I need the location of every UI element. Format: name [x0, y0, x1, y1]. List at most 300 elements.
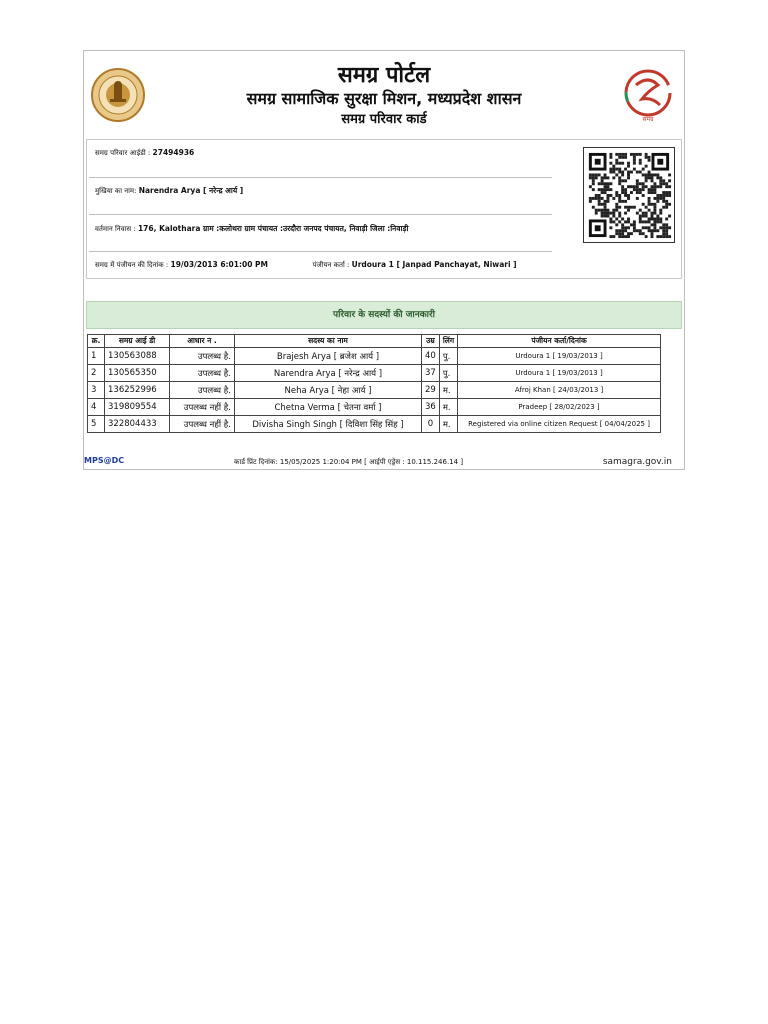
qr-module	[662, 229, 665, 232]
qr-module	[659, 212, 662, 215]
reg-date-value: 19/03/2013 6:01:00 PM	[170, 260, 268, 269]
qr-module	[639, 171, 642, 174]
qr-module	[612, 212, 615, 215]
qr-module	[609, 156, 612, 159]
qr-module	[607, 185, 610, 188]
age-cell: 36	[422, 399, 440, 416]
serial-cell: 5	[88, 416, 105, 433]
samagra-id-cell: 319809554	[105, 399, 170, 416]
qr-module	[624, 235, 627, 238]
qr-module	[618, 156, 621, 159]
qr-module	[604, 185, 607, 188]
qr-module	[656, 185, 659, 188]
samagra-id-cell: 130565350	[105, 365, 170, 382]
qr-module	[618, 212, 621, 215]
qr-module	[627, 218, 630, 221]
qr-module	[601, 182, 604, 185]
qr-module	[589, 176, 592, 179]
gender-cell: पु.	[439, 365, 457, 382]
qr-module	[651, 176, 654, 179]
qr-module	[656, 220, 659, 223]
qr-module	[645, 215, 648, 218]
qr-module	[601, 203, 604, 206]
qr-module	[662, 232, 665, 235]
qr-module	[598, 200, 601, 203]
qr-module	[604, 203, 607, 206]
qr-module	[630, 171, 633, 174]
qr-module	[630, 232, 633, 235]
qr-module	[642, 215, 645, 218]
qr-module	[633, 206, 636, 209]
qr-module	[618, 220, 621, 223]
qr-module	[648, 171, 651, 174]
qr-module	[618, 171, 621, 174]
qr-module	[656, 218, 659, 221]
age-cell: 29	[422, 382, 440, 399]
qr-module	[592, 206, 595, 209]
qr-module	[618, 232, 621, 235]
qr-module	[645, 176, 648, 179]
qr-module	[662, 179, 665, 182]
qr-module	[648, 203, 651, 206]
qr-module	[609, 220, 612, 223]
qr-module	[642, 182, 645, 185]
qr-module	[636, 185, 639, 188]
qr-module	[624, 191, 627, 194]
gender-cell: म.	[439, 416, 457, 433]
qr-module	[601, 176, 604, 179]
col-serial: क्र.	[88, 335, 105, 348]
qr-module	[645, 156, 648, 159]
qr-module	[653, 185, 656, 188]
qr-module	[627, 209, 630, 212]
qr-module	[648, 156, 651, 159]
table-row	[88, 416, 661, 433]
qr-module	[618, 215, 621, 218]
table-row	[88, 348, 661, 365]
qr-module	[633, 229, 636, 232]
aadhaar-cell: उपलब्ध है.	[170, 382, 235, 399]
qr-module	[648, 191, 651, 194]
qr-module	[589, 197, 592, 200]
qr-module	[621, 179, 624, 182]
qr-module	[653, 212, 656, 215]
qr-module	[639, 191, 642, 194]
age-cell: 0	[422, 416, 440, 433]
qr-module	[627, 173, 630, 176]
qr-module	[645, 212, 648, 215]
site-link[interactable]: samagra.gov.in	[602, 457, 672, 467]
qr-module	[624, 153, 627, 156]
qr-module	[653, 191, 656, 194]
qr-module	[636, 188, 639, 191]
qr-module	[653, 226, 656, 229]
qr-module	[636, 182, 639, 185]
col-samagra-id: समग्र आई डी	[105, 335, 170, 348]
qr-module	[598, 173, 601, 176]
qr-module	[645, 226, 648, 229]
qr-module	[642, 188, 645, 191]
qr-module	[612, 215, 615, 218]
qr-module	[651, 218, 654, 221]
qr-module	[621, 200, 624, 203]
qr-module	[624, 156, 627, 159]
qr-module	[668, 173, 671, 176]
qr-module	[653, 209, 656, 212]
qr-module	[642, 185, 645, 188]
qr-module	[636, 197, 639, 200]
qr-module	[653, 188, 656, 191]
qr-module	[607, 197, 610, 200]
registration-cell: Urdoura 1 [ 19/03/2013 ]	[458, 348, 661, 365]
qr-module	[618, 162, 621, 165]
members-header-row	[88, 335, 661, 348]
qr-module	[598, 194, 601, 197]
col-registration: पंजीयन कर्ता/दिनांक	[458, 335, 661, 348]
address-row	[95, 224, 408, 234]
qr-module	[653, 197, 656, 200]
qr-module	[607, 200, 610, 203]
info-divider	[89, 251, 552, 252]
qr-module	[609, 188, 612, 191]
qr-module	[639, 159, 642, 162]
qr-module	[618, 200, 621, 203]
qr-module	[653, 203, 656, 206]
qr-module	[601, 179, 604, 182]
qr-module	[601, 212, 604, 215]
qr-module	[615, 194, 618, 197]
qr-module	[642, 226, 645, 229]
qr-module	[624, 206, 627, 209]
qr-module	[624, 194, 627, 197]
qr-module	[642, 194, 645, 197]
qr-module	[604, 212, 607, 215]
qr-module	[659, 182, 662, 185]
aadhaar-cell: उपलब्ध है.	[170, 348, 235, 365]
qr-module	[645, 235, 648, 238]
gender-cell: म.	[439, 399, 457, 416]
qr-module	[633, 159, 636, 162]
qr-module	[651, 215, 654, 218]
qr-module	[607, 176, 610, 179]
print-info: कार्ड प्रिंट दिनांक: 15/05/2025 1:20:04 PM [ आईपी एड्रेस : 10.115.246.14 ]	[234, 458, 464, 466]
mpsedc-logo	[84, 456, 124, 465]
qr-module	[642, 203, 645, 206]
qr-module	[653, 182, 656, 185]
qr-module	[662, 235, 665, 238]
qr-module	[656, 200, 659, 203]
qr-module	[607, 182, 610, 185]
qr-module	[639, 215, 642, 218]
qr-module	[607, 212, 610, 215]
qr-module	[639, 229, 642, 232]
qr-module	[651, 179, 654, 182]
qr-module	[639, 153, 642, 156]
family-id-row	[95, 148, 194, 158]
qr-module	[601, 188, 604, 191]
qr-module	[615, 191, 618, 194]
table-row	[88, 382, 661, 399]
qr-module	[609, 194, 612, 197]
qr-module	[612, 220, 615, 223]
qr-module	[621, 153, 624, 156]
qr-module	[645, 173, 648, 176]
qr-module	[645, 179, 648, 182]
qr-module	[592, 179, 595, 182]
qr-module	[598, 197, 601, 200]
qr-module	[636, 212, 639, 215]
qr-module	[651, 235, 654, 238]
qr-module	[618, 229, 621, 232]
qr-module	[589, 200, 592, 203]
qr-module	[604, 176, 607, 179]
qr-module	[639, 188, 642, 191]
qr-module	[627, 235, 630, 238]
portal-title: समग्र पोर्टल	[337, 63, 431, 88]
qr-module	[627, 197, 630, 200]
registration-row	[95, 260, 517, 270]
qr-module	[598, 209, 601, 212]
mission-subtitle: समग्र सामाजिक सुरक्षा मिशन, मध्यप्रदेश शासन	[246, 89, 522, 108]
qr-module	[624, 200, 627, 203]
qr-module	[665, 191, 668, 194]
qr-module	[621, 226, 624, 229]
qr-module	[627, 165, 630, 168]
qr-module	[651, 229, 654, 232]
qr-module	[656, 194, 659, 197]
qr-module	[630, 191, 633, 194]
qr-module	[612, 176, 615, 179]
qr-module	[598, 182, 601, 185]
qr-module	[592, 176, 595, 179]
qr-module	[656, 215, 659, 218]
qr-module	[595, 212, 598, 215]
qr-module	[627, 220, 630, 223]
qr-module	[665, 203, 668, 206]
qr-module	[642, 173, 645, 176]
qr-module	[636, 229, 639, 232]
qr-module	[598, 203, 601, 206]
qr-module	[627, 185, 630, 188]
qr-module	[609, 168, 612, 171]
qr-module	[639, 218, 642, 221]
member-name-cell: Neha Arya [ नेहा आर्य ]	[235, 382, 422, 399]
member-name-cell: Chetna Verma [ चेतना वर्मा ]	[235, 399, 422, 416]
qr-module	[621, 232, 624, 235]
qr-module	[668, 179, 671, 182]
qr-module	[651, 223, 654, 226]
qr-module	[656, 176, 659, 179]
qr-module	[648, 200, 651, 203]
qr-module	[615, 209, 618, 212]
col-age: उम्र	[422, 335, 440, 348]
qr-module	[662, 223, 665, 226]
qr-module	[621, 173, 624, 176]
qr-module	[615, 162, 618, 165]
qr-module	[668, 203, 671, 206]
qr-module	[609, 212, 612, 215]
qr-module	[627, 206, 630, 209]
qr-module	[604, 173, 607, 176]
qr-module	[668, 191, 671, 194]
info-divider	[89, 177, 552, 178]
members-table	[87, 334, 661, 433]
qr-module	[648, 197, 651, 200]
registration-cell: Urdoura 1 [ 19/03/2013 ]	[458, 365, 661, 382]
qr-module	[618, 194, 621, 197]
qr-module	[659, 185, 662, 188]
qr-module	[668, 226, 671, 229]
qr-module	[653, 229, 656, 232]
qr-module	[651, 188, 654, 191]
qr-module	[648, 226, 651, 229]
qr-module	[601, 197, 604, 200]
qr-module	[618, 176, 621, 179]
qr-module	[595, 197, 598, 200]
gender-cell: म.	[439, 382, 457, 399]
qr-module	[653, 173, 656, 176]
registration-cell: Registered via online citizen Request [ 04/04/2025 ]	[458, 416, 661, 433]
qr-module	[662, 226, 665, 229]
qr-module	[665, 182, 668, 185]
qr-module	[636, 153, 639, 156]
samagra-logo-caption: समग्र	[642, 116, 654, 123]
qr-module	[668, 185, 671, 188]
qr-module	[604, 209, 607, 212]
aadhaar-cell: उपलब्ध नहीं है.	[170, 416, 235, 433]
aadhaar-cell: उपलब्ध है.	[170, 365, 235, 382]
qr-module	[633, 156, 636, 159]
qr-module	[665, 235, 668, 238]
table-row	[88, 365, 661, 382]
qr-module	[615, 232, 618, 235]
qr-module	[604, 200, 607, 203]
qr-module	[662, 200, 665, 203]
qr-module	[621, 156, 624, 159]
qr-module	[618, 153, 621, 156]
qr-module	[621, 235, 624, 238]
qr-module	[659, 226, 662, 229]
qr-module	[612, 168, 615, 171]
serial-cell: 1	[88, 348, 105, 365]
qr-module	[612, 171, 615, 174]
qr-module	[656, 197, 659, 200]
qr-module	[636, 171, 639, 174]
qr-module	[604, 191, 607, 194]
qr-module	[615, 206, 618, 209]
qr-module	[665, 200, 668, 203]
qr-module	[618, 206, 621, 209]
qr-module	[665, 185, 668, 188]
qr-module	[604, 206, 607, 209]
samagra-logo	[618, 65, 678, 127]
qr-module	[659, 209, 662, 212]
qr-module	[639, 162, 642, 165]
qr-module	[615, 159, 618, 162]
qr-module	[651, 185, 654, 188]
qr-module	[621, 185, 624, 188]
qr-module	[633, 153, 636, 156]
qr-module	[662, 191, 665, 194]
family-id-label: समग्र परिवार आईडी :	[95, 149, 151, 157]
qr-module	[604, 188, 607, 191]
qr-module	[609, 218, 612, 221]
registrar-value: Urdoura 1 [ Janpad Panchayat, Niwari ]	[351, 260, 517, 269]
member-name-cell: Narendra Arya [ नरेन्द्र आर्य ]	[235, 365, 422, 382]
qr-module	[598, 188, 601, 191]
qr-module	[621, 188, 624, 191]
qr-module	[604, 215, 607, 218]
qr-module	[607, 194, 610, 197]
qr-module	[609, 235, 612, 238]
qr-module	[618, 168, 621, 171]
qr-module	[601, 209, 604, 212]
card-type-title: समग्र परिवार कार्ड	[341, 112, 427, 127]
qr-module	[609, 153, 612, 156]
qr-module	[592, 173, 595, 176]
qr-module	[653, 223, 656, 226]
col-member-name: सदस्य का नाम	[235, 335, 422, 348]
qr-module	[633, 162, 636, 165]
qr-module	[621, 162, 624, 165]
registration-cell: Pradeep [ 28/02/2023 ]	[458, 399, 661, 416]
registrar-label: पंजीयन कर्ता :	[312, 261, 350, 269]
qr-module	[636, 179, 639, 182]
qr-module	[609, 171, 612, 174]
address-value: 176, Kalothara ग्राम :कलोथरा ग्राम पंचायत :उरदौरा जनपद पंचायत, निवाड़ी जिला :निवाड़ी	[137, 224, 409, 233]
registration-cell: Afroj Khan [ 24/03/2013 ]	[458, 382, 661, 399]
qr-module	[621, 218, 624, 221]
qr-module	[618, 182, 621, 185]
qr-module	[639, 232, 642, 235]
col-gender: लिंग	[439, 335, 457, 348]
qr-module	[656, 173, 659, 176]
qr-module	[659, 220, 662, 223]
qr-module	[642, 220, 645, 223]
qr-module	[648, 188, 651, 191]
qr-module	[633, 185, 636, 188]
qr-module	[627, 232, 630, 235]
qr-module	[627, 194, 630, 197]
qr-module	[633, 220, 636, 223]
qr-module	[653, 218, 656, 221]
qr-module	[624, 220, 627, 223]
qr-module	[624, 188, 627, 191]
qr-module	[656, 229, 659, 232]
qr-module	[662, 206, 665, 209]
qr-module	[595, 176, 598, 179]
qr-module	[624, 212, 627, 215]
qr-module	[648, 209, 651, 212]
qr-module	[592, 197, 595, 200]
samagra-id-cell: 136252996	[105, 382, 170, 399]
qr-module	[642, 168, 645, 171]
qr-module	[662, 197, 665, 200]
qr-module	[615, 173, 618, 176]
qr-module	[659, 218, 662, 221]
qr-module	[615, 218, 618, 221]
qr-module	[645, 153, 648, 156]
mpsedc-logo-text: MPS@DC	[84, 456, 125, 465]
qr-module	[621, 191, 624, 194]
qr-module	[612, 165, 615, 168]
qr-module	[609, 182, 612, 185]
aadhaar-cell: उपलब्ध नहीं है.	[170, 399, 235, 416]
age-cell: 40	[422, 348, 440, 365]
qr-module	[639, 220, 642, 223]
qr-module	[653, 220, 656, 223]
info-divider	[89, 214, 552, 215]
